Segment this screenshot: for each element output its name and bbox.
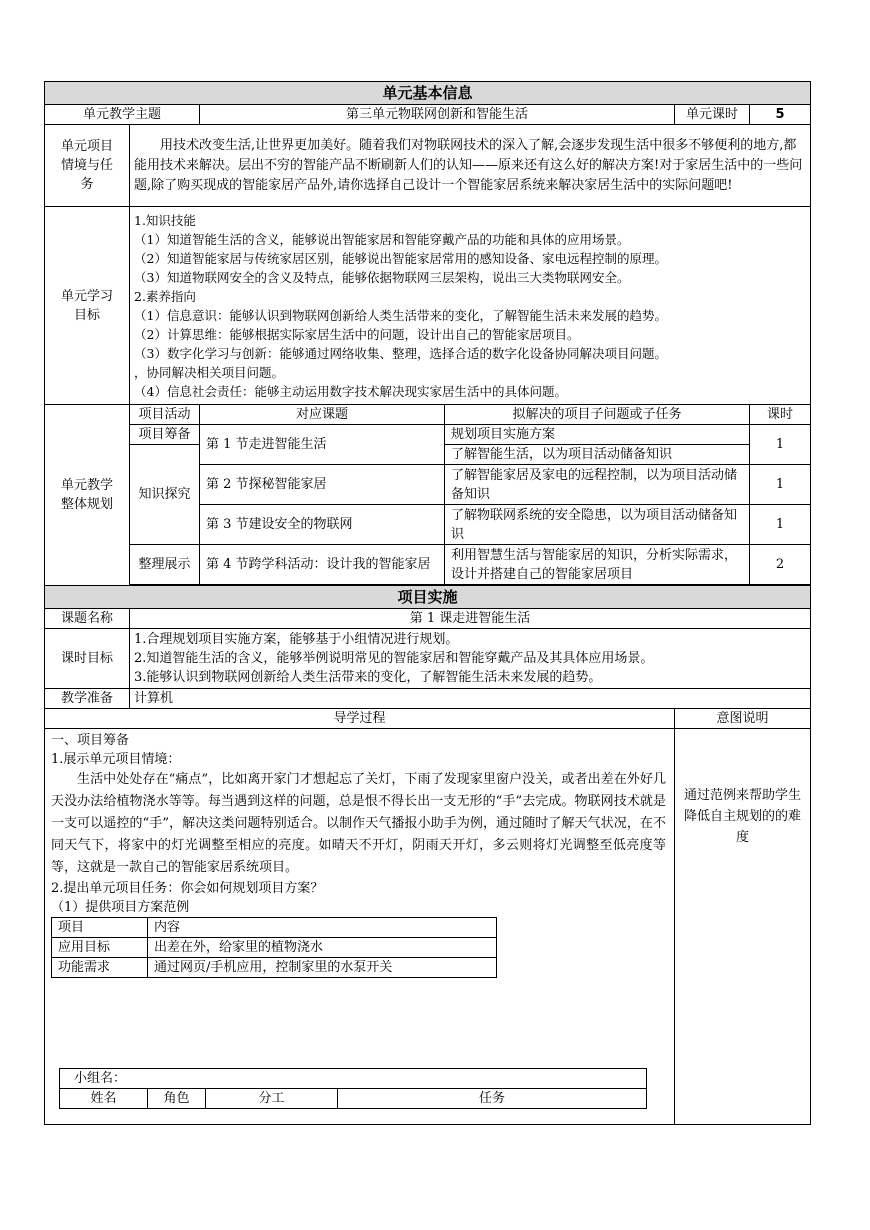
process-paragraph: 生活中处处存在“痛点”，比如离开家门才想起忘了关灯，下雨了发现家里窗户没关，或者出差在外好几天没办法给植物浇水等等。每当遇到这样的问题，总是恨不得长出一支无形的“手”去完成。物联网技术就是一支可以遥控的“手”，解决这类问题特别适合。以制作天气播报小助手为例，通过随时了解天气状况，在不同天气下，将家中的灯光调整至相应的亮度。如晴天不开灯，阴雨天开灯，多云则将灯光调整至低亮度等等，这就是一款自己的智能家居系统项目。 xyxy=(51,772,666,875)
hours-1: 1 xyxy=(750,425,811,465)
lesson-goals-content xyxy=(130,629,811,689)
example-value: 出差在外，给家里的植物浇水 xyxy=(148,938,497,958)
goals-line: （2）知道智能家居与传统家居区别，能够说出智能家居常用的感知设备、家电远程控制的原理。 xyxy=(134,250,667,266)
hours-4: 2 xyxy=(750,545,811,585)
group-name-label: 小组名： xyxy=(60,1069,647,1089)
lesson-goals-label: 课时目标 xyxy=(45,629,130,689)
goals-line: 1.知识技能 xyxy=(134,212,196,228)
group-col-role: 角色 xyxy=(148,1089,206,1109)
activity-know: 知识探究 xyxy=(130,445,200,545)
goals-line: （3）知道物联网安全的含义及特点，能够依据物联网三层架构，说出三大类物联网安全。 xyxy=(134,269,630,285)
process-subheading: 2.提出单元项目任务：你会如何规划项目方案？ xyxy=(51,881,324,896)
plan-label: 单元教学整体规划 xyxy=(45,405,130,586)
lesson-plan-document xyxy=(44,81,810,1125)
lesson-goal-line: 3.能够认识到物联网创新给人类生活带来的变化，了解智能生活未来发展的趋势。 xyxy=(134,670,602,685)
example-key: 功能需求 xyxy=(52,958,148,978)
hours-label: 单元课时 xyxy=(675,105,750,125)
goals-line: （2）计算思维：能够根据实际家居生活中的问题，设计出自己的智能家居项目。 xyxy=(134,326,580,342)
task-2: 了解智能家居及家电的远程控制，以为项目活动储备知识 xyxy=(445,465,750,505)
group-col-task: 任务 xyxy=(338,1089,647,1109)
goals-line: ，协同解决相关项目问题。 xyxy=(134,364,285,380)
process-subheading: 1.展示单元项目情境： xyxy=(51,752,181,767)
task-3: 了解物联网系统的安全隐患，以为项目活动储备知识 xyxy=(445,505,750,545)
example-key: 应用目标 xyxy=(52,938,148,958)
process-heading: 一、项目筹备 xyxy=(51,733,130,748)
goals-line: （3）数字化学习与创新：能够通过网络收集、整理，选择合适的数字化设备协同解决项目问题。 xyxy=(134,345,667,361)
example-table xyxy=(51,917,497,978)
task-1b: 了解智能生活，以为项目活动储备知识 xyxy=(445,445,750,465)
plan-header-hours: 课时 xyxy=(750,405,811,425)
course-label: 课题名称 xyxy=(45,609,130,629)
prep-label: 教学准备 xyxy=(45,689,130,709)
section-title-basic-info: 单元基本信息 xyxy=(45,82,811,105)
goals-line: （4）信息社会责任：能够主动运用数字技术解决现实家居生活中的具体问题。 xyxy=(134,383,567,399)
goals-label: 单元学习目标 xyxy=(45,207,130,405)
lesson-3: 第 3 节建设安全的物联网 xyxy=(200,505,445,545)
plan-header-task: 拟解决的项目子问题或子任务 xyxy=(445,405,750,425)
intent-text: 通过范例来帮助学生降低自主规划的的难度 xyxy=(675,729,811,1125)
prep-value: 计算机 xyxy=(130,689,811,709)
activity-show: 整理展示 xyxy=(130,545,200,585)
lesson-plan-table xyxy=(44,81,811,1125)
intent-header: 意图说明 xyxy=(675,709,811,729)
goals-line: （1）信息意识：能够认识到物联网创新给人类生活带来的变化，了解智能生活未来发展的趋势。 xyxy=(134,307,667,323)
process-subheading: （1）提供项目方案范例 xyxy=(51,900,190,915)
task-4: 利用智慧生活与智能家居的知识，分析实际需求，设计并搭建自己的智能家居项目 xyxy=(445,545,750,585)
group-table xyxy=(59,1068,647,1109)
situation-label: 单元项目情境与任务 xyxy=(45,125,130,207)
situation-text: 用技术改变生活,让世界更加美好。随着我们对物联网技术的深入了解,会逐步发现生活中很多不够便利的地方,都能用技术来解决。层出不穷的智能产品不断刷新人们的认知——原来还有这么好的解决方案!对于家居生活中的一些问题,除了购买现成的智能家居产品外,请你选择自己设计一个智能家居系统来解决家居生活中的实际问题吧! xyxy=(130,125,811,207)
lesson-goal-line: 1.合理规划项目实施方案，能够基于小组情况进行规划。 xyxy=(134,632,459,647)
plan-header-activity: 项目活动 xyxy=(130,405,200,425)
example-key: 项目 xyxy=(52,918,148,938)
lesson-4: 第 4 节跨学科活动：设计我的智能家居 xyxy=(200,545,445,585)
group-col-name: 姓名 xyxy=(60,1089,148,1109)
activity-prep: 项目筹备 xyxy=(130,425,200,445)
example-value: 内容 xyxy=(148,918,497,938)
lesson-goal-line: 2.知道智能生活的含义，能够举例说明常见的智能家居和智能穿戴产品及其具体应用场景。 xyxy=(134,651,654,666)
process-content xyxy=(45,729,675,1125)
lesson-1: 第 1 节走进智能生活 xyxy=(200,425,445,465)
hours-value: 5 xyxy=(750,105,811,125)
plan-header-lesson: 对应课题 xyxy=(200,405,445,425)
section-title-implementation: 项目实施 xyxy=(45,586,811,609)
goals-line: （1）知道智能生活的含义，能够说出智能家居和智能穿戴产品的功能和具体的应用场景。 xyxy=(134,231,630,247)
goals-content xyxy=(130,207,811,405)
task-1a: 规划项目实施方案 xyxy=(445,425,750,445)
lesson-2: 第 2 节探秘智能家居 xyxy=(200,465,445,505)
group-col-duty: 分工 xyxy=(206,1089,338,1109)
theme-label: 单元教学主题 xyxy=(45,105,200,125)
theme-value: 第三单元物联网创新和智能生活 xyxy=(200,105,675,125)
example-value: 通过网页/手机应用，控制家里的水泵开关 xyxy=(148,958,497,978)
hours-3: 1 xyxy=(750,505,811,545)
course-value: 第 1 课走进智能生活 xyxy=(130,609,811,629)
hours-2: 1 xyxy=(750,465,811,505)
process-header: 导学过程 xyxy=(45,709,675,729)
goals-line: 2.素养指向 xyxy=(134,288,196,304)
